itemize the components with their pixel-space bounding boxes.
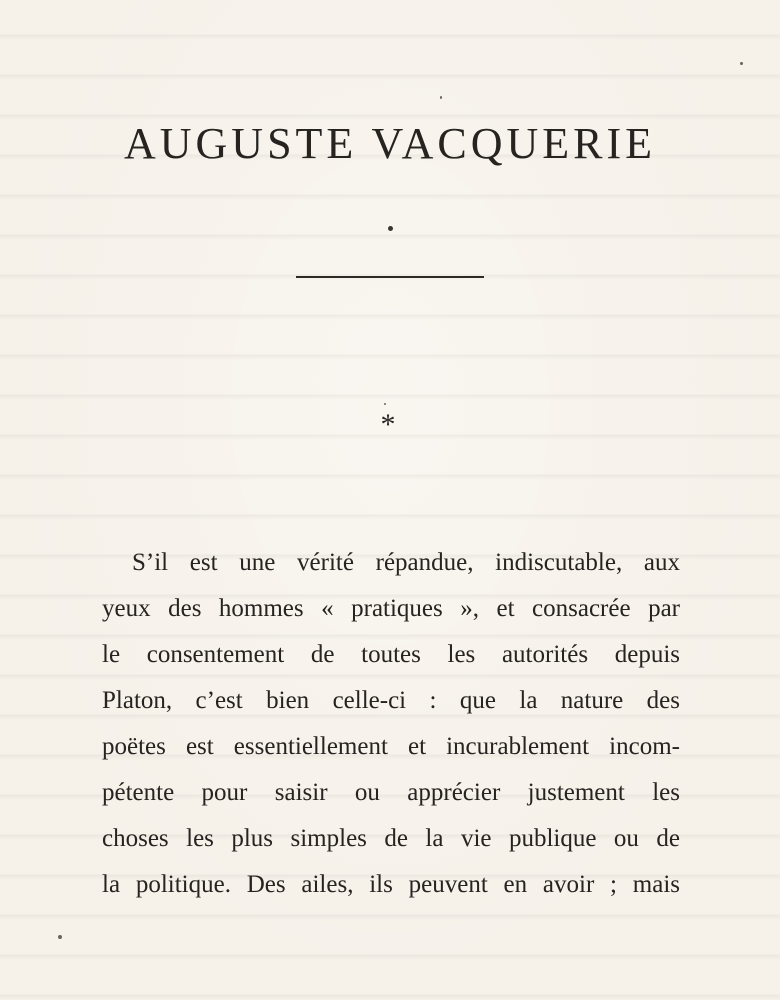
- paper-speck: [740, 62, 743, 65]
- section-asterisk: *: [380, 408, 396, 441]
- text-line: la politique. Des ailes, ils peuvent en avoir ; mais: [102, 871, 680, 898]
- text-line: poëtes est essentiellement et incurablement incom-: [102, 733, 680, 760]
- text-line: choses les plus simples de la vie publique ou de: [102, 825, 680, 852]
- text-line: yeux des hommes « pratiques », et consacrée par: [102, 595, 680, 622]
- text-line: le consentement de toutes les autorités depuis: [102, 641, 680, 668]
- text-line: S’il est une vérité répandue, indiscutable, aux: [132, 549, 680, 576]
- title-rule: [296, 276, 484, 278]
- text-line: Platon, c’est bien celle-ci : que la nature des: [102, 687, 680, 714]
- text-line: pétente pour saisir ou apprécier justement les: [102, 779, 680, 806]
- paper-speck: [440, 96, 442, 99]
- chapter-title: AUGUSTE VACQUERIE: [123, 119, 657, 168]
- body-paragraph: [102, 540, 680, 908]
- paper-speck: [58, 935, 62, 939]
- paper-speck: [384, 403, 386, 405]
- ornament-dot: [388, 226, 393, 231]
